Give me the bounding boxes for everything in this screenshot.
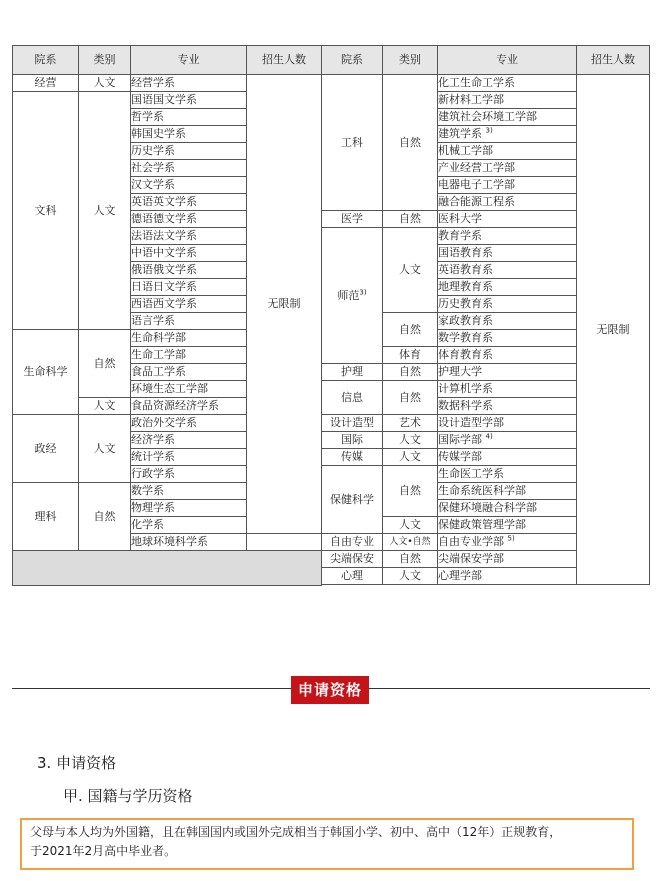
major-cell: 地球环境科学系 <box>131 534 247 551</box>
major-cell: 生命科学部 <box>131 330 247 347</box>
major-cell: 法语法文学系 <box>131 228 247 245</box>
major-cell: 保健环境融合科学部 <box>438 500 577 517</box>
major-cell: 德语德文学系 <box>131 211 247 228</box>
footnote-mark: 3) <box>359 287 367 296</box>
col-header-quota: 招生人数 <box>247 46 322 75</box>
major-cell: 传媒学部 <box>438 449 577 466</box>
category-cell: 自然 <box>383 551 438 568</box>
col-header-dept: 院系 <box>322 46 383 75</box>
category-cell: 艺术 <box>383 415 438 432</box>
major-cell: 行政学系 <box>131 466 247 483</box>
admission-table-left <box>12 45 322 586</box>
major-cell: 机械工学部 <box>438 143 577 160</box>
category-cell: 自然 <box>79 330 131 398</box>
major-cell: 经济学系 <box>131 432 247 449</box>
major-cell: 统计学系 <box>131 449 247 466</box>
major-label: 自由专业学部 <box>438 535 504 548</box>
major-cell: 食品资源经济学系 <box>131 398 247 415</box>
major-cell: 中语中文学系 <box>131 245 247 262</box>
dept-cell: 设计造型 <box>322 415 383 432</box>
admission-table-right <box>321 45 650 585</box>
major-cell: 哲学系 <box>131 109 247 126</box>
category-cell: 人文 <box>79 92 131 330</box>
col-header-major: 专业 <box>131 46 247 75</box>
dept-cell: 理科 <box>13 483 79 551</box>
dept-cell <box>322 228 383 364</box>
category-cell: 人文 <box>79 75 131 92</box>
major-cell: 地理教育系 <box>438 279 577 296</box>
major-cell: 医科大学 <box>438 211 577 228</box>
major-cell: 生命系统医科学部 <box>438 483 577 500</box>
category-cell: 自然 <box>79 483 131 551</box>
major-cell: 心理学部 <box>438 568 577 585</box>
major-cell: 汉文学系 <box>131 177 247 194</box>
table-header-row <box>13 46 322 75</box>
major-cell: 保健政策管理学部 <box>438 517 577 534</box>
major-cell: 数学系 <box>131 483 247 500</box>
empty-filler-cell <box>13 551 322 586</box>
dept-cell: 传媒 <box>322 449 383 466</box>
major-cell: 历史学系 <box>131 143 247 160</box>
major-cell: 韩国史学系 <box>131 126 247 143</box>
dept-cell: 政经 <box>13 415 79 483</box>
major-cell: 设计造型学部 <box>438 415 577 432</box>
category-cell: 自然 <box>383 381 438 415</box>
major-cell: 融合能源工程系 <box>438 194 577 211</box>
major-cell: 国语国文学系 <box>131 92 247 109</box>
dept-cell: 信息 <box>322 381 383 415</box>
major-cell <box>438 432 577 449</box>
dept-label: 师范 <box>337 288 360 302</box>
category-cell: 体育 <box>383 347 438 364</box>
major-cell: 俄语俄文学系 <box>131 262 247 279</box>
major-cell: 化工生命工学系 <box>438 75 577 92</box>
category-cell: 人文 <box>383 432 438 449</box>
col-header-major: 专业 <box>438 46 577 75</box>
major-cell: 建筑社会环境工学部 <box>438 109 577 126</box>
dept-cell: 自由专业 <box>322 534 383 551</box>
major-cell: 家政教育系 <box>438 313 577 330</box>
note-line: 父母与本人均为外国籍，且在韩国国内或国外完成相当于韩国小学、初中、高中（12年）正规教育， <box>30 825 562 839</box>
major-cell: 西语西文学系 <box>131 296 247 313</box>
footnote-mark: 3) <box>485 126 493 135</box>
col-header-category: 类别 <box>383 46 438 75</box>
footnote-mark: 4) <box>485 432 493 441</box>
major-cell: 英语英文学系 <box>131 194 247 211</box>
table-row <box>13 75 322 92</box>
major-cell: 物理学系 <box>131 500 247 517</box>
major-label: 建筑学系 <box>438 127 482 140</box>
major-cell: 护理大学 <box>438 364 577 381</box>
dept-cell: 保健科学 <box>322 466 383 534</box>
major-cell: 新材料工学部 <box>438 92 577 109</box>
section-heading: 3. 申请资格 <box>37 754 117 772</box>
col-header-category: 类别 <box>79 46 131 75</box>
category-cell: 人文 <box>383 228 438 313</box>
dept-cell: 医学 <box>322 211 383 228</box>
note-line: 于2021年2月高中毕业者。 <box>30 844 177 858</box>
major-cell: 计算机学系 <box>438 381 577 398</box>
dept-cell: 心理 <box>322 568 383 585</box>
col-header-quota: 招生人数 <box>577 46 650 75</box>
major-cell: 尖端保安学部 <box>438 551 577 568</box>
major-cell: 政治外交学系 <box>131 415 247 432</box>
category-cell: 自然 <box>383 313 438 347</box>
major-cell: 数学教育系 <box>438 330 577 347</box>
category-cell: 人文 <box>383 517 438 534</box>
major-cell: 化学系 <box>131 517 247 534</box>
dept-cell: 尖端保安 <box>322 551 383 568</box>
table-row <box>322 75 650 92</box>
major-cell: 经营学系 <box>131 75 247 92</box>
major-cell: 产业经营工学部 <box>438 160 577 177</box>
category-cell: 人文•自然 <box>383 534 438 551</box>
major-cell: 日语日文学系 <box>131 279 247 296</box>
category-cell: 人文 <box>79 415 131 483</box>
major-cell: 环境生态工学部 <box>131 381 247 398</box>
dept-cell: 国际 <box>322 432 383 449</box>
table-header-row <box>322 46 650 75</box>
major-cell: 生命医工学系 <box>438 466 577 483</box>
dept-cell: 工科 <box>322 75 383 211</box>
category-cell: 自然 <box>383 364 438 381</box>
category-cell: 人文 <box>79 398 131 415</box>
major-cell: 生命工学部 <box>131 347 247 364</box>
dept-cell: 护理 <box>322 364 383 381</box>
category-cell: 自然 <box>383 211 438 228</box>
category-cell: 自然 <box>383 75 438 211</box>
major-cell: 社会学系 <box>131 160 247 177</box>
major-cell <box>438 126 577 143</box>
major-cell: 食品工学系 <box>131 364 247 381</box>
major-cell: 历史教育系 <box>438 296 577 313</box>
dept-cell: 生命科学 <box>13 330 79 415</box>
eligibility-note-box <box>20 818 634 870</box>
major-cell: 英语教育系 <box>438 262 577 279</box>
quota-cell: 无限制 <box>577 75 650 585</box>
category-cell: 人文 <box>383 568 438 585</box>
major-cell <box>438 534 577 551</box>
major-label: 国际学部 <box>438 433 482 446</box>
major-cell: 电器电子工学部 <box>438 177 577 194</box>
major-cell: 数据科学系 <box>438 398 577 415</box>
major-cell: 语言学系 <box>131 313 247 330</box>
dept-cell: 文科 <box>13 92 79 330</box>
section-banner: 申请资格 <box>291 676 369 704</box>
major-cell: 教育学系 <box>438 228 577 245</box>
col-header-dept: 院系 <box>13 46 79 75</box>
category-cell: 自然 <box>383 466 438 517</box>
footnote-mark: 5) <box>507 534 515 543</box>
category-cell: 人文 <box>383 449 438 466</box>
major-cell: 体育教育系 <box>438 347 577 364</box>
subsection-heading: 甲. 国籍与学历资格 <box>63 787 193 805</box>
major-cell: 国语教育系 <box>438 245 577 262</box>
quota-cell: 无限制 <box>247 75 322 534</box>
dept-cell: 经营 <box>13 75 79 92</box>
